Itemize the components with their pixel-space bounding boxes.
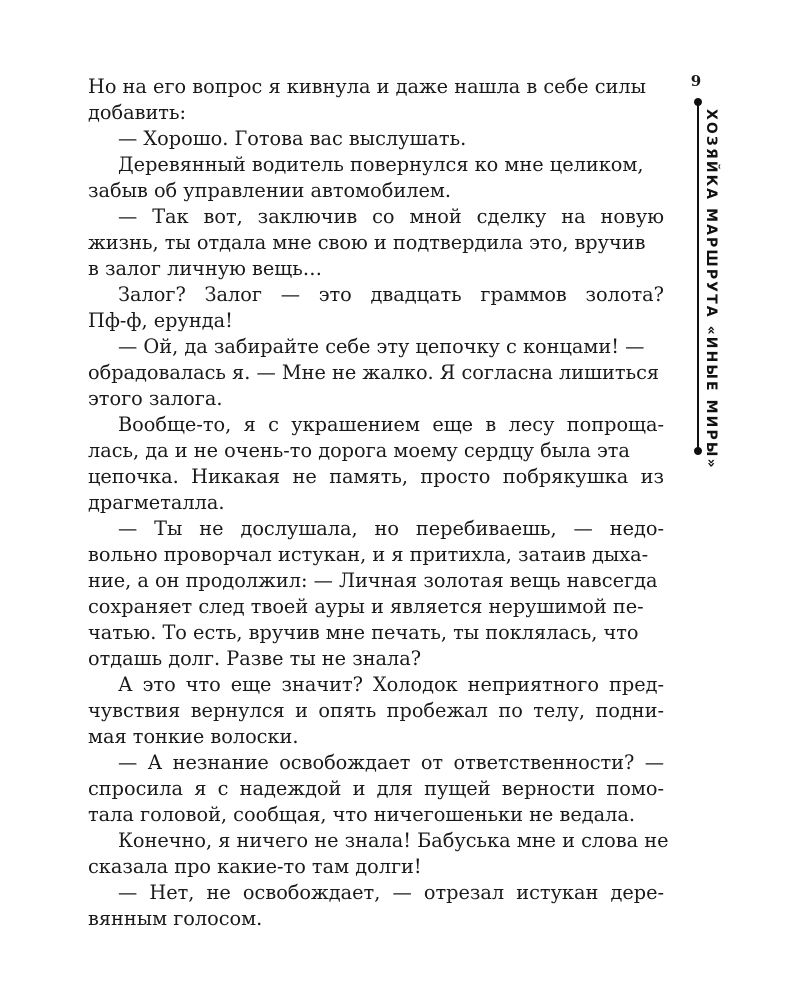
text-line: добавить: <box>88 101 186 124</box>
running-head-title: ХОЗЯЙКА МАРШРУТА «ИНЫЕ МИРЫ» <box>703 109 719 470</box>
text-line: сказала про какие-то там долги! <box>88 855 422 878</box>
text-line: тала головой, сообщая, что ничегошеньки не ведала. <box>88 803 635 826</box>
text-line: этого залога. <box>88 387 223 410</box>
text-line: Залог? Залог — это двадцать граммов золота? <box>118 283 664 306</box>
rule-dot-top <box>694 98 702 106</box>
text-line: — Ой, да забирайте себе эту цепочку с концами! — <box>118 335 645 358</box>
text-line: обрадовалась я. — Мне не жалко. Я согласна лишиться <box>88 361 660 384</box>
text-line: спросила я с надеждой и для пущей верности помо- <box>88 777 664 800</box>
text-line: Но на его вопрос я кивнула и даже нашла в себе силы <box>88 75 646 98</box>
text-line: — Так вот, заключив со мной сделку на новую <box>118 205 664 228</box>
text-line: Деревянный водитель повернулся ко мне целиком, <box>118 153 644 176</box>
text-line: драгметалла. <box>88 491 225 514</box>
running-head <box>697 101 719 470</box>
page-number: 9 <box>690 72 702 90</box>
text-line: вольно проворчал истукан, и я притихла, затаив дыха- <box>88 543 649 566</box>
text-line: в залог личную вещь… <box>88 257 323 280</box>
text-line: забыв об управлении автомобилем. <box>88 179 452 202</box>
text-line: жизнь, ты отдала мне свою и подтвердила это, вручив <box>88 231 646 254</box>
rule-dot-bottom <box>694 447 702 455</box>
text-line: мая тонкие волоски. <box>88 725 299 748</box>
text-line: Вообще-то, я с украшением еще в лесу попроща- <box>118 413 664 436</box>
text-line: отдашь долг. Разве ты не знала? <box>88 647 422 670</box>
text-line: вянным голосом. <box>88 907 263 930</box>
text-line: Пф-ф, ерунда! <box>88 309 233 332</box>
running-head-rule <box>697 101 699 451</box>
text-line: — Ты не дослушала, но перебиваешь, — недо- <box>118 517 664 540</box>
text-line: чатью. То есть, вручив мне печать, ты поклялась, что <box>88 621 639 644</box>
text-line: цепочка. Никакая не память, просто побрякушка из <box>88 465 664 488</box>
text-line: сохраняет след твоей ауры и является нерушимой пе- <box>88 595 644 618</box>
text-line: А это что еще значит? Холодок неприятного пред- <box>118 673 664 696</box>
body-text <box>88 74 669 932</box>
text-line: — Хорошо. Готова вас выслушать. <box>118 127 467 150</box>
text-line: лась, да и не очень-то дорога моему сердцу была эта <box>88 439 630 462</box>
text-line: Конечно, я ничего не знала! Бабуська мне и слова не <box>118 829 669 852</box>
text-line: ние, а он продолжил: — Личная золотая вещь навсегда <box>88 569 658 592</box>
text-line: — А незнание освобождает от ответственности? — <box>118 751 664 774</box>
text-line: чувствия вернулся и опять пробежал по телу, подни- <box>88 699 664 722</box>
text-line: — Нет, не освобождает, — отрезал истукан дере- <box>118 881 664 904</box>
